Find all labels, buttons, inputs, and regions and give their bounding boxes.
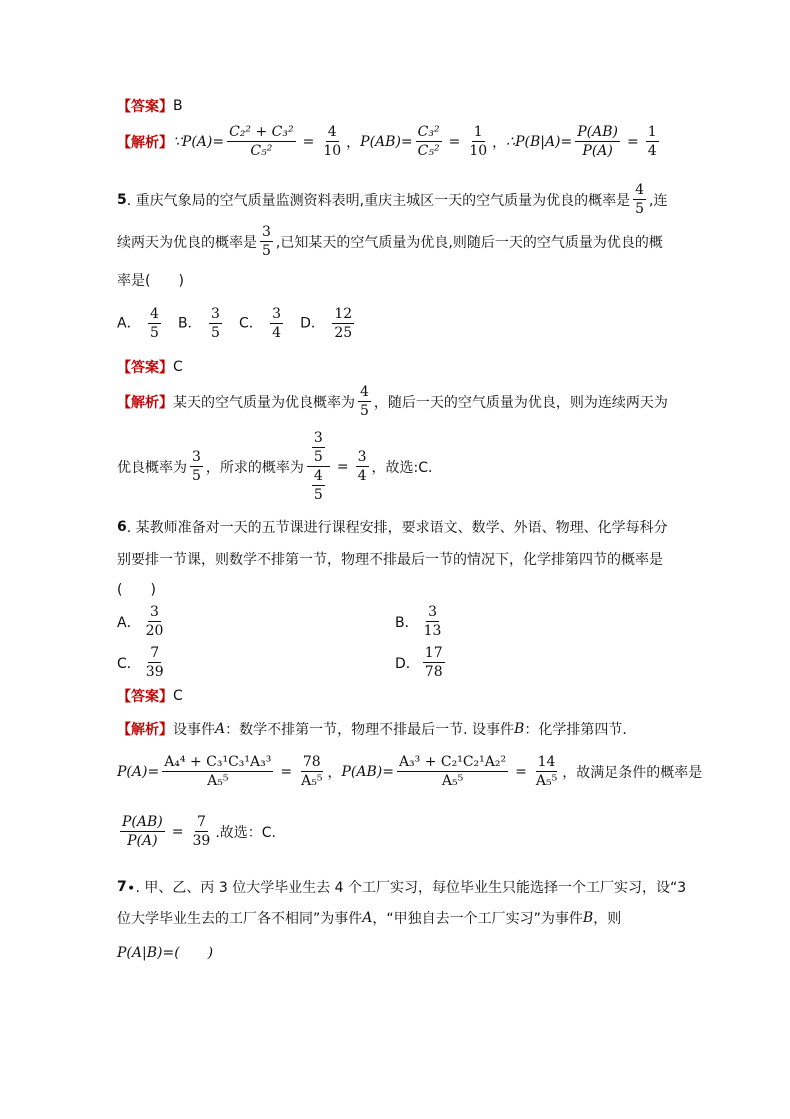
q6-text-1: . 某教师准备对一天的五节课进行课程安排，要求语文、数学、外语、物理、化学每科分 (126, 520, 668, 536)
q6-pa-prefix: P(A)= (117, 763, 160, 780)
q5-an-text-2: ，随后一天的空气质量为优良，则为连续两天为 (373, 394, 668, 411)
q4-f2-eq: = (448, 133, 461, 150)
q5-option-b-den: 5 (211, 325, 220, 342)
q6-option-d-den: 78 (424, 664, 443, 681)
q6-number: 6 (117, 519, 127, 535)
q6-line-2 (117, 549, 663, 569)
q5-an-f1 (358, 384, 371, 419)
q5-line-1 (117, 182, 667, 217)
q4-f3-prefix: ∴P(B|A)= (506, 133, 573, 150)
q4-f2-den: C₅² (417, 143, 440, 160)
q6-option-d-fraction (423, 645, 445, 680)
q4-sep1: ， (346, 134, 361, 151)
q7-event-a: A (362, 910, 373, 926)
q5-an-cf-bot-den: 5 (313, 487, 323, 504)
q6-text-2: 别要排一节课，则数学不排第一节，物理不排最后一节的情况下，化学排第四节的概率是 (117, 552, 663, 568)
q6-option-a[interactable] (117, 604, 168, 639)
q6-line-3 (117, 579, 156, 599)
q7-line-1 (117, 877, 686, 897)
q6-option-a-fraction (144, 604, 166, 639)
q6-option-d-label: D． (395, 655, 420, 672)
q5-an-cf-top-den: 5 (313, 449, 323, 466)
q5-an-eq: = (336, 458, 349, 475)
q5-an-result (356, 449, 369, 484)
q5-an-res-den: 4 (357, 468, 367, 485)
q5-p2-num: 3 (260, 224, 273, 242)
q4-f1-val-den: 10 (323, 143, 342, 160)
q6-final-result (190, 814, 212, 849)
q6-an-text-1a: 设事件 (173, 722, 215, 738)
q6-analysis-line-2 (117, 754, 702, 789)
q5-p1-num: 4 (633, 182, 646, 200)
q6-option-d[interactable] (395, 645, 448, 680)
q5-an-cf-bot-num: 4 (312, 468, 325, 486)
q6-answer-line (117, 686, 183, 706)
q5-option-b-label: B． (177, 315, 202, 332)
q4-answer-line (117, 96, 183, 116)
q6-pab-fraction (397, 754, 508, 789)
q4-f2-value (467, 124, 489, 159)
q5-option-a-fraction (148, 306, 161, 341)
q6-pa-den: A₅⁵ (207, 773, 229, 790)
q7-text-1: ∙. 甲、乙、丙 3 位大学毕业生去 4 个工厂实习，每位毕业生只能选择一个工厂实习，设“3 (126, 880, 687, 896)
q6-pab-prefix: P(AB)= (341, 763, 394, 780)
q6-an-event-a: A (215, 721, 226, 737)
q6-option-b-num: 3 (426, 604, 439, 622)
q5-an-cf-bot-frac (312, 468, 325, 503)
q4-f2-num: C₃² (416, 124, 442, 142)
q5-answer-line (117, 357, 183, 377)
q5-an-f1-num: 4 (358, 384, 371, 402)
q5-option-c[interactable] (239, 306, 286, 341)
q5-text-1: . 重庆气象局的空气质量监测资料表明,重庆主城区一天的空气质量为优良的概率是 (126, 192, 631, 209)
q5-option-b-fraction (209, 306, 222, 341)
q6-pa-res-den: A₅⁵ (301, 773, 323, 790)
q6-option-b-fraction (422, 604, 444, 639)
answer-label: 【答案】 (117, 99, 173, 115)
q5-option-a-num: 4 (148, 306, 161, 324)
q6-option-a-num: 3 (148, 604, 161, 622)
q6-text-after: ，故满足条件的概率是 (562, 764, 703, 781)
q6-analysis-line-3 (117, 814, 276, 849)
q4-f1-eq: = (302, 133, 315, 150)
q5-p1-fraction (633, 182, 646, 217)
q4-f3-fraction (575, 124, 620, 159)
q6-pab-sep: ， (327, 764, 342, 781)
q4-f1-prefix: ∵P(A)= (173, 133, 225, 150)
q5-option-d-fraction (332, 306, 354, 341)
q6-fin-eq: = (171, 823, 184, 840)
q5-line-3 (117, 270, 184, 290)
answer-label: 【答案】 (117, 689, 173, 705)
q5-line-2 (117, 224, 663, 259)
q4-f1-val-num: 4 (326, 124, 339, 142)
q4-f1-value (321, 124, 343, 159)
q6-an-text-1c: ：化学排第四节. (524, 722, 627, 738)
q5-option-d-label: D． (300, 315, 325, 332)
q5-an-text-5: ，故选:C. (371, 459, 433, 476)
q4-f3-value (646, 124, 659, 159)
q6-an-event-b: B (514, 721, 525, 737)
q4-f3-num: P(AB) (575, 124, 620, 142)
q7-event-b: B (582, 910, 594, 926)
q6-text-3: ( ) (117, 582, 156, 598)
q6-option-b[interactable] (395, 604, 446, 639)
q5-an-f2-den: 5 (192, 468, 201, 485)
q7-text-2a: 位大学毕业生去的工厂各不相同”为事件 (117, 911, 363, 927)
q5-an-text-3: 优良概率为 (117, 459, 187, 476)
q6-option-d-num: 17 (423, 645, 445, 663)
q5-option-c-num: 3 (270, 306, 283, 324)
q6-an-text-1b: ：数学不排第一节，物理不排最后一节. 设事件 (225, 722, 515, 738)
q5-an-f2 (190, 449, 203, 484)
q6-pa-fraction (162, 754, 273, 789)
q4-analysis-line (117, 124, 662, 159)
q6-fin-res-den: 39 (192, 833, 211, 850)
q7-line-3 (117, 942, 213, 962)
q5-an-res-num: 3 (356, 449, 369, 467)
q5-an-cf-top-frac (312, 430, 325, 465)
q4-f2-prefix: P(AB)= (360, 133, 413, 150)
q5-text-2: ,连 (649, 192, 668, 209)
q6-answer: C (173, 688, 183, 704)
analysis-label: 【解析】 (117, 722, 173, 738)
q5-option-b-num: 3 (209, 306, 222, 324)
q7-number: 7 (117, 879, 127, 895)
q6-pab-res-num: 14 (536, 754, 558, 772)
q6-option-c[interactable] (117, 645, 169, 680)
q6-pa-result (299, 754, 324, 789)
q5-p2-fraction (260, 224, 273, 259)
q6-pab-result (534, 754, 559, 789)
q4-f2-fraction (416, 124, 442, 159)
q6-fin-den: P(A) (127, 833, 158, 850)
analysis-label: 【解析】 (117, 394, 173, 411)
q7-line-2 (117, 908, 621, 928)
q6-option-c-den: 39 (145, 664, 164, 681)
q5-p1-den: 5 (635, 201, 645, 218)
q5-options (117, 306, 357, 341)
q5-option-a-label: A． (117, 315, 141, 332)
q6-final-fraction (120, 814, 165, 849)
q5-option-a-den: 5 (150, 325, 159, 342)
q6-pab-num: A₃³ + C₂¹C₂¹A₂² (397, 754, 508, 772)
q4-sep2: ， (492, 134, 507, 151)
q6-option-b-label: B． (395, 614, 419, 631)
q5-option-d-den: 25 (334, 325, 353, 342)
q5-text-5: 率是( ) (117, 273, 184, 289)
answer-label: 【答案】 (117, 360, 173, 376)
q4-f2-val-den: 10 (469, 143, 488, 160)
q6-option-c-label: C． (117, 655, 141, 672)
q4-answer: B (173, 98, 183, 114)
q7-text-2c: ，则 (593, 911, 622, 927)
q6-pa-res-num: 78 (301, 754, 323, 772)
q6-analysis-line-1 (117, 719, 627, 739)
q5-an-compound-fraction (307, 430, 330, 503)
analysis-label: 【解析】 (117, 134, 173, 151)
q5-analysis-line-1 (117, 384, 668, 419)
q4-f2-val-num: 1 (472, 124, 485, 142)
q6-pa-eq: = (280, 763, 293, 780)
q6-option-a-den: 20 (145, 623, 164, 640)
q4-f3-val-num: 1 (646, 124, 659, 142)
q6-option-b-den: 13 (423, 623, 442, 640)
q6-fin-num: P(AB) (120, 814, 165, 832)
q5-p2-den: 5 (262, 243, 271, 260)
q6-pab-res-den: A₅⁵ (535, 773, 558, 790)
q6-option-c-num: 7 (148, 645, 161, 663)
q5-option-c-fraction (270, 306, 283, 341)
q6-pab-eq: = (515, 763, 527, 780)
q5-an-f1-den: 5 (360, 403, 369, 420)
q4-f3-den: P(A) (582, 143, 613, 160)
q5-option-d-num: 12 (332, 306, 354, 324)
q5-an-f2-num: 3 (190, 449, 203, 467)
q5-text-4: ,已知某天的空气质量为优良,则随后一天的空气质量为优良的概 (275, 234, 663, 251)
q4-f1-den: C₅² (250, 143, 273, 160)
q5-answer: C (173, 359, 183, 375)
q6-fin-res-num: 7 (195, 814, 208, 832)
q4-f1-num: C₂² + C₃² (227, 124, 296, 142)
q5-number: 5 (117, 191, 127, 208)
q6-option-c-fraction (144, 645, 166, 680)
q6-pab-den: A₅⁵ (441, 773, 464, 790)
q5-an-text-1: 某天的空气质量为优良概率为 (173, 394, 355, 411)
q5-an-cf-bottom (307, 467, 330, 503)
q5-an-cf-top-num: 3 (312, 430, 325, 448)
q5-option-a[interactable] (117, 306, 164, 341)
q7-text-2b: ，“甲独自去一个工厂实习”为事件 (372, 911, 583, 927)
q5-an-cf-top (307, 430, 330, 467)
q6-option-a-label: A． (117, 614, 141, 631)
q5-option-c-den: 4 (272, 325, 282, 342)
q6-line-1 (117, 517, 668, 537)
q7-text-3: P(A|B)=( ) (117, 945, 214, 961)
q5-text-3: 续两天为优良的概率是 (117, 234, 257, 251)
q6-fin-text: .故选：C. (215, 824, 276, 841)
q4-f1-fraction (227, 124, 296, 159)
q5-option-c-label: C． (238, 315, 263, 332)
q4-f3-eq: = (627, 133, 639, 150)
q6-pa-num: A₄⁴ + C₃¹C₃¹A₃³ (162, 754, 273, 772)
q5-option-d[interactable] (300, 306, 357, 341)
q5-an-text-4: ，所求的概率为 (205, 459, 304, 476)
q5-analysis-line-2 (117, 430, 432, 503)
q4-f3-val-den: 4 (647, 143, 657, 160)
q5-option-b[interactable] (178, 306, 225, 341)
